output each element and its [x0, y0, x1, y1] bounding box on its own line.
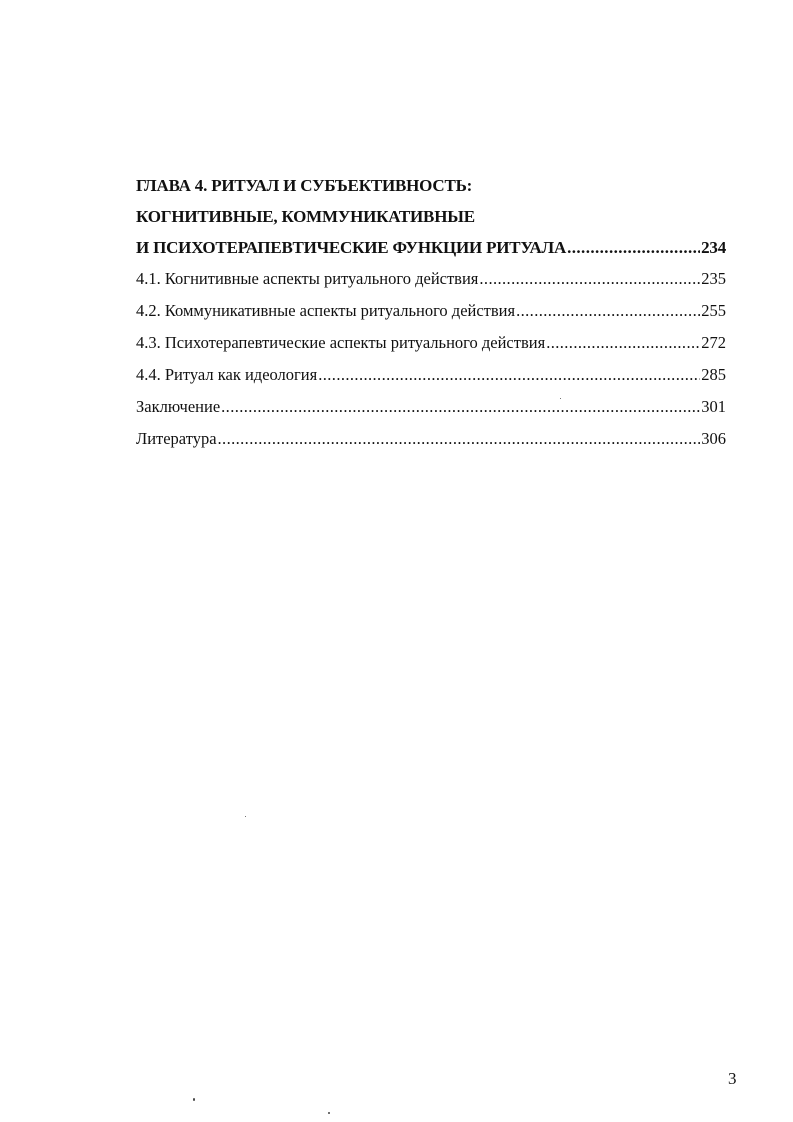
scan-speck [328, 1112, 330, 1114]
chapter-page-number: 234 [701, 238, 726, 257]
dot-leader [221, 391, 700, 423]
toc-entry-title: 4.3. Психотерапевтические аспекты ритуального действия [136, 333, 546, 352]
dot-leader [516, 295, 700, 327]
toc-entry-title: Заключение [136, 397, 221, 416]
chapter-title-line-3 [136, 232, 726, 263]
dot-leader [218, 423, 701, 455]
toc-entry-conclusion [136, 391, 726, 423]
dot-leader [318, 359, 700, 391]
toc-entry-page: 272 [701, 333, 726, 352]
scan-speck [193, 1098, 195, 1101]
toc-entry-title: 4.2. Коммуникативные аспекты ритуального действия [136, 301, 516, 320]
toc-entry-literature [136, 423, 726, 455]
toc-entry-page: 285 [701, 365, 726, 384]
table-of-contents [136, 170, 726, 455]
dot-leader [567, 232, 700, 263]
toc-entry-page: 255 [701, 301, 726, 320]
toc-entry-title: 4.1. Когнитивные аспекты ритуального действия [136, 269, 479, 288]
toc-entry-4-2 [136, 295, 726, 327]
toc-entry-4-4 [136, 359, 726, 391]
dot-leader [479, 263, 700, 295]
toc-entry-title: Литература [136, 429, 217, 448]
scan-speck [560, 398, 561, 399]
toc-entry-4-3 [136, 327, 726, 359]
chapter-title-line-2: КОГНИТИВНЫЕ, КОММУНИКАТИВНЫЕ [136, 207, 475, 226]
page-number: 3 [728, 1069, 737, 1088]
chapter-title-last: И ПСИХОТЕРАПЕВТИЧЕСКИЕ ФУНКЦИИ РИТУАЛА [136, 238, 567, 257]
dot-leader [546, 327, 700, 359]
scan-speck [245, 816, 246, 817]
toc-entry-page: 235 [701, 269, 726, 288]
toc-entry-title: 4.4. Ритуал как идеология [136, 365, 318, 384]
toc-entry-page: 301 [701, 397, 726, 416]
toc-entry-page: 306 [701, 429, 726, 448]
chapter-title-line-1: ГЛАВА 4. РИТУАЛ И СУБЪЕКТИВНОСТЬ: [136, 176, 473, 195]
toc-entry-4-1 [136, 263, 726, 295]
